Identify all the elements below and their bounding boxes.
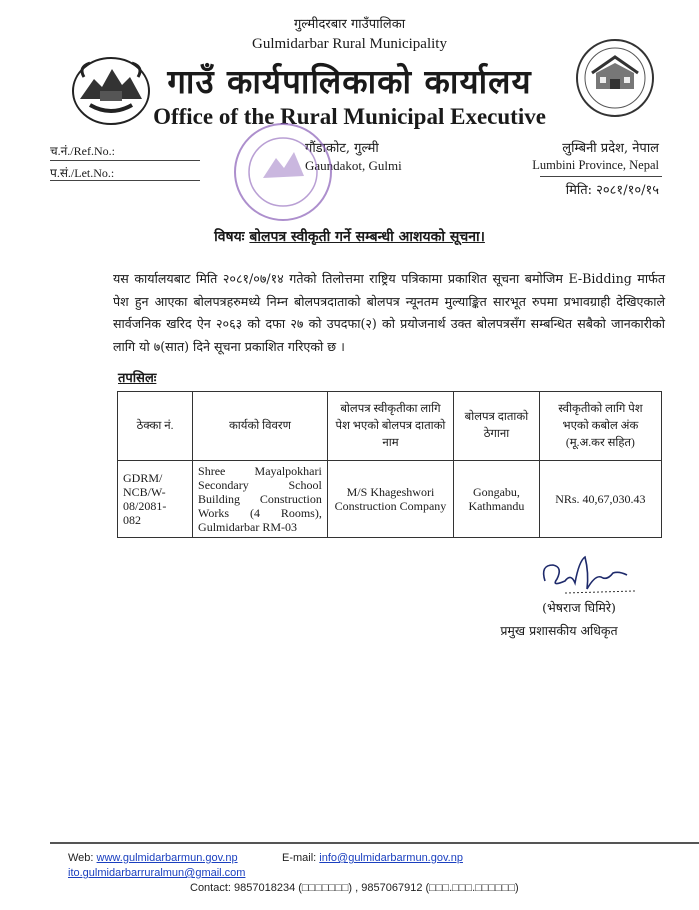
subject-text: बोलपत्र स्वीकृती गर्ने सम्बन्धी आशयको सूचना। xyxy=(249,229,485,245)
date: मिति: २०८१/१०/१५ xyxy=(565,183,659,198)
municipality-name-nepali: गुल्मीदरबार गाउँपालिका xyxy=(293,17,406,32)
footer-contact: Contact: 9857018234 (□□□□□□□) , 9857067912 (□□□.□□□.□□□□□□) xyxy=(190,882,519,894)
header-work-description: कार्यको विवरण xyxy=(193,392,328,461)
province-nepali: लुम्बिनी प्रदेश, नेपाल xyxy=(562,141,659,156)
cell-bid-amount: NRs. 40,67,030.43 xyxy=(539,461,661,538)
office-stamp xyxy=(228,118,338,226)
province-underline xyxy=(540,176,662,177)
ref-underline xyxy=(50,160,200,161)
ref-no-label: च.नं./Ref.No.: xyxy=(50,144,115,158)
header-bid-amount: स्वीकृतीको लागि पेश भएको कबोल अंक (मू.अ.कर सहित) xyxy=(539,392,661,461)
address-english: Gaundakot, Gulmi xyxy=(305,158,402,173)
cell-bidder-address: Gongabu, Kathmandu xyxy=(454,461,540,538)
letter-no-label: प.सं./Let.No.: xyxy=(50,166,115,180)
email-link-ito[interactable]: ito.gulmidarbarruralmun@gmail.com xyxy=(68,867,246,879)
header-bidder-address: बोलपत्र दाताको ठेगाना xyxy=(454,392,540,461)
office-title-nepali: गाउँ कार्यपालिकाको कार्यालय xyxy=(167,62,532,101)
municipality-name-english: Gulmidarbar Rural Municipality xyxy=(252,36,447,52)
footer-divider xyxy=(50,842,699,844)
let-underline xyxy=(50,180,200,181)
table-header-row xyxy=(118,392,662,461)
cell-work-description: Shree Mayalpokhari Secondary School Building Construction Works (4 Rooms), Gulmidarbar RM-03 xyxy=(193,461,328,538)
signatory-name: (भेषराज घिमिरे) xyxy=(542,600,616,615)
cell-bidder-name: M/S Khageshwori Construction Company xyxy=(327,461,453,538)
bid-table xyxy=(117,391,662,538)
table-row xyxy=(118,461,662,538)
footer-web xyxy=(68,852,238,864)
web-label: Web: xyxy=(68,852,94,864)
header-contract-no: ठेक्का नं. xyxy=(118,392,193,461)
email-link-info[interactable]: info@gulmidarbarmun.gov.np xyxy=(319,852,463,864)
signature-image xyxy=(535,553,645,598)
province-english: Lumbini Province, Nepal xyxy=(532,158,659,172)
address-nepali: गौंडाकोट, गुल्मी xyxy=(305,141,379,156)
cell-contract-no: GDRM/ NCB/W- 08/2081- 082 xyxy=(118,461,193,538)
subject-label: विषयः xyxy=(214,229,245,245)
notice-paragraph: यस कार्यालयबाट मिति २०८१/०७/१४ गतेको तिलोत्तमा राष्ट्रिय पत्रिकामा प्रकाशित सूचना बमोजिम E-Bidding मार्फत पेश हुन आएका बोलपत्रहरुमध्ये निम्न बोलपत्रदाताको बोलपत्र न्यूनतम मुल्याङ्कित सारभूत रुपमा प्रभावग्राही देखिएकाले सार्वजनिक खरिद ऐन २०६३ को दफा २७ को उपदफा(२) को प्रयोजनार्थ उक्त बोलपत्रसँग सम्बन्धित सबैको जानकारीको लागि यो ७(सात) दिने सूचना प्रकाशित गरिएको छ । xyxy=(113,271,665,354)
email-label: E-mail: xyxy=(282,852,317,864)
office-title-english: Office of the Rural Municipal Executive xyxy=(153,104,546,129)
subject-line xyxy=(0,227,699,246)
details-heading: तपसिलः xyxy=(118,371,157,386)
footer-email xyxy=(282,852,463,864)
signatory-title: प्रमुख प्रशासकीय अधिकृत xyxy=(500,623,618,638)
header-bidder-name: बोलपत्र स्वीकृतीका लागि पेश भएको बोलपत्र दाताको नाम xyxy=(327,392,453,461)
web-link[interactable]: www.gulmidarbarmun.gov.np xyxy=(96,852,238,864)
